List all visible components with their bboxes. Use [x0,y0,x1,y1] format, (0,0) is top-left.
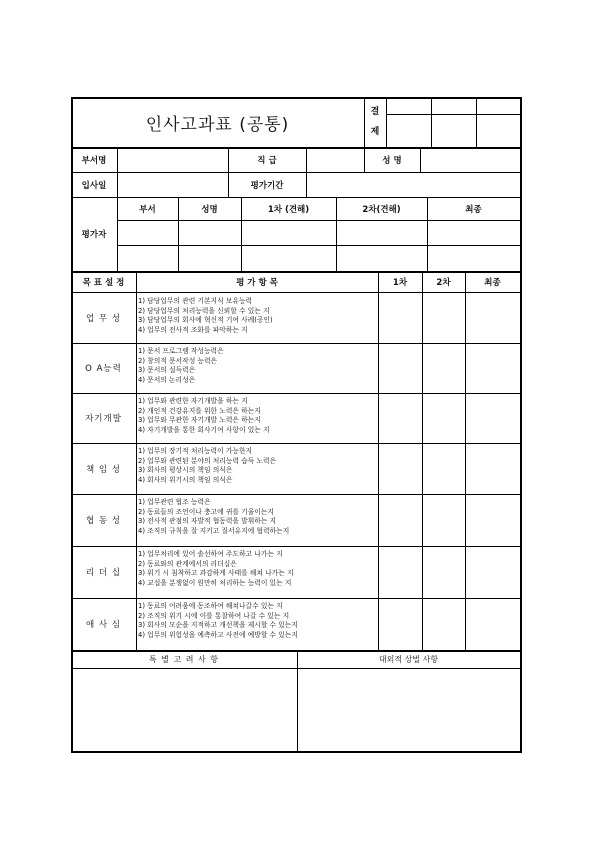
eval-period-label: 평가기간 [250,180,284,191]
goal-header: 목 표 설 정 [82,277,125,288]
external-rewards-header: 대외적 상벌 사항 [378,654,439,664]
list-item: 2) 동료들의 조언이나 충고에 귀를 기울이는지 [138,507,274,516]
list-item: 4) 조직의 규칙을 잘 지키고 질서유지에 협력하는지 [138,526,290,535]
evaluator-header-first: 1차 (견해) [267,204,310,215]
approval-label-1: 결 [370,107,380,117]
list-item: 3) 전사적 관점의 자발적 협동력을 발휘하는 지 [138,517,277,526]
list-item: 1) 업무관련 협조 능력은 [138,498,211,506]
list-item: 3) 담당업무의 회사에 혁신적 기여 사례(공인) [138,316,273,325]
final-score-header: 최종 [484,277,501,288]
list-item: 4) 업무의 전사적 조화를 파악하는 지 [138,325,248,334]
category-selfdev: 자기개발 [85,414,122,424]
list-item: 1) 업무와 관련한 자기개발을 하는 지 [138,397,248,405]
category-responsibility-items [137,447,377,485]
list-item: 2) 업무와 관련된 분야의 처리능력 습득 노력은 [138,456,277,465]
evaluator-header-second: 2차(견해) [362,204,401,215]
list-item: 4) 회사의 위기시의 책임 의식은 [138,475,233,484]
approval-label-2: 제 [370,127,380,137]
list-item: 1) 동료의 어려움에 동조하여 해쳐나갈수 있는 지 [138,602,283,610]
list-item: 2) 담당업무의 처리능력을 신뢰할 수 있는 지 [138,306,270,315]
category-loyalty-items [137,602,377,640]
list-item: 2) 개인적 건강유지를 위한 노력은 하는지 [138,406,261,415]
list-item: 1) 문서 프로그램 작성능력은 [138,347,224,355]
category-oa-items [137,347,377,385]
list-item: 4) 업무의 위험성을 예측하고 사전에 예방할 수 있는지 [138,630,298,639]
list-item: 1) 업무처리에 있어 솔선하여 주도하고 나가는 지 [138,550,283,558]
list-item: 2) 창의적 문서작성 능력은 [138,356,218,365]
list-item: 2) 조직의 위기 시에 이를 통찰하여 나갈 수 있는 지 [138,611,290,620]
list-item: 3) 업무와 무관한 자기개발 노력은 하는지 [138,416,261,425]
evaluator-header-dept: 부서 [139,204,156,215]
category-leadership: 리 더 십 [85,568,122,578]
items-header: 평 가 항 목 [236,277,278,288]
second-score-header: 2차 [436,277,451,288]
evaluator-header-final: 최종 [465,204,482,215]
category-leadership-items [137,550,377,588]
evaluator-header-name: 성명 [201,204,218,215]
first-score-header: 1차 [392,277,408,288]
category-oa: O A능력 [85,364,122,374]
category-cooperation: 협 동 성 [85,516,122,526]
list-item: 1) 업무의 장기적 처리능력이 가능한지 [138,447,253,455]
category-cooperation-items [137,498,377,536]
list-item: 3) 회사의 모순을 지적하고 개선책을 제시할 수 있는지 [138,621,298,630]
list-item: 4) 교섭을 분쟁없이 원만히 처리하는 능력이 있는 지 [138,578,292,587]
list-item: 3) 위기 시 침착하고 과감하게 사태를 해쳐 나가는 지 [138,569,294,578]
list-item: 3) 회사의 평상시의 책임 의식은 [138,466,233,475]
evaluator-label: 평가자 [81,230,107,240]
category-loyalty: 애 사 심 [85,620,122,630]
position-label: 직 급 [257,155,277,166]
dept-label: 부서명 [81,155,107,166]
category-work: 업 무 성 [85,313,122,324]
join-date-label: 입사일 [81,180,107,191]
name-label: 성 명 [382,155,402,166]
page-title: 인사고과표 (공통) [145,114,290,135]
list-item: 3) 문서의 설득력은 [138,366,196,375]
list-item: 4) 자기개발을 통한 회사기여 사항이 있는 지 [138,425,270,434]
category-selfdev-items [137,397,377,435]
category-work-items [137,297,377,335]
category-responsibility: 책 임 성 [85,464,122,475]
special-considerations-header: 특 별 고 려 사 항 [148,654,220,664]
list-item: 1) 담당업무의 관련 기본지식 보유능력 [138,297,253,305]
list-item: 2) 동료와의 관계에서의 리더십은 [138,559,237,568]
list-item: 4) 문서의 논리성은 [138,375,196,384]
